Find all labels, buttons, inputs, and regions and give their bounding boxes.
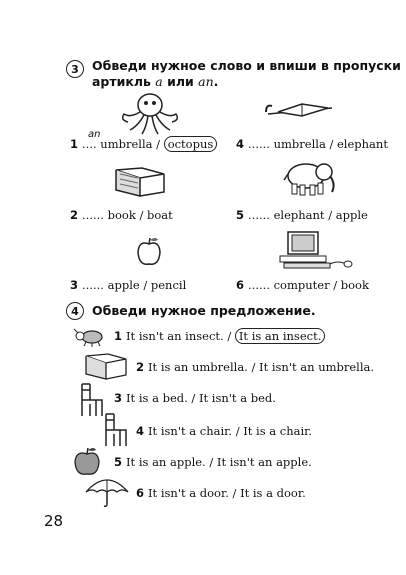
task3-item-5-blank[interactable]: ...... [248, 208, 270, 222]
task3-item-5-option2[interactable]: apple [335, 208, 368, 222]
task3-item-3-option1[interactable]: apple [107, 278, 140, 292]
task3-item-6-blank[interactable]: ...... [248, 278, 270, 292]
task4-item-1: 1 It isn't an insect. / It is an insect. [114, 329, 325, 343]
task4-item-2-option2[interactable]: It isn't an umbrella. [259, 360, 375, 374]
task3-item-3-option2[interactable]: pencil [150, 278, 187, 292]
task3-item-4-blank[interactable]: ...... [248, 137, 270, 151]
book-icon-small [82, 352, 130, 382]
task4-item-1-circled-option[interactable]: It is an insect. [235, 328, 325, 344]
task3-item-3: 3 ...... apple / pencil [70, 278, 187, 292]
page-number: 28 [44, 512, 64, 530]
elephant-icon [278, 158, 340, 198]
task3-item-4-option1[interactable]: umbrella [273, 137, 326, 151]
task-4-instruction: Обведи нужное предложение. [92, 303, 316, 318]
task3-item-2: 2 ...... book / boat [70, 208, 173, 222]
task4-item-4-option2[interactable]: It is a chair. [243, 424, 313, 438]
task4-item-6-option1[interactable]: It isn't a door. [148, 486, 229, 500]
apple-icon [134, 236, 164, 268]
task-3-instruction-line1: Обведи нужное слово и впиши в пропуски [92, 58, 401, 73]
task-3-instruction [92, 58, 401, 90]
task3-item-1-circled-option[interactable]: octopus [164, 136, 218, 152]
task4-item-6: 6 It isn't a door. / It is a door. [136, 486, 306, 500]
task3-item-6: 6 ...... computer / book [236, 278, 369, 292]
task3-item-1-blank[interactable]: .... [82, 137, 97, 151]
task4-item-1-option1[interactable]: It isn't an insect. [126, 329, 224, 343]
computer-icon [276, 230, 356, 270]
task4-item-4: 4 It isn't a chair. / It is a chair. [136, 424, 313, 438]
task4-item-5-option2[interactable]: It isn't an apple. [216, 455, 312, 469]
task3-item-1: 1 an .... umbrella / octopus [70, 137, 217, 151]
task3-item-6-option2[interactable]: book [340, 278, 369, 292]
task-3-instruction-line2: артикль a или an. [92, 74, 219, 89]
article-an: an [198, 74, 214, 89]
task4-item-2-option1[interactable]: It is an umbrella. [148, 360, 248, 374]
task3-item-3-blank[interactable]: ...... [82, 278, 104, 292]
book-icon [112, 166, 168, 200]
task-3-number: 3 [66, 60, 84, 78]
task3-item-5-option1[interactable]: elephant [273, 208, 325, 222]
task4-item-3: 3 It is a bed. / It isn't a bed. [114, 391, 276, 405]
task4-item-3-option1[interactable]: It is a bed. [126, 391, 188, 405]
task-4-number: 4 [66, 302, 84, 320]
task3-item-6-option1[interactable]: computer [273, 278, 330, 292]
task4-item-2: 2 It is an umbrella. / It isn't an umbrella. [136, 360, 375, 374]
task3-item-2-option2[interactable]: boat [146, 208, 173, 222]
insect-icon [72, 327, 110, 347]
apple-icon-small [72, 446, 102, 478]
task3-item-2-option1[interactable]: book [107, 208, 136, 222]
task4-item-4-option1[interactable]: It isn't a chair. [148, 424, 233, 438]
closed-umbrella-icon [262, 98, 338, 126]
article-a: a [155, 74, 163, 89]
task3-item-1-answer: an [88, 129, 101, 140]
task4-item-5-option1[interactable]: It is an apple. [126, 455, 206, 469]
chair-icon-2 [100, 412, 130, 448]
task3-item-4: 4 ...... umbrella / elephant [236, 137, 388, 151]
task3-item-5: 5 ...... elephant / apple [236, 208, 368, 222]
task4-item-3-option2[interactable]: It isn't a bed. [198, 391, 276, 405]
open-umbrella-icon [84, 476, 130, 508]
task4-item-5: 5 It is an apple. / It isn't an apple. [114, 455, 312, 469]
task3-item-4-option2[interactable]: elephant [337, 137, 388, 151]
octopus-icon [118, 92, 182, 136]
task4-item-6-option2[interactable]: It is a door. [240, 486, 306, 500]
task3-item-2-blank[interactable]: ...... [82, 208, 104, 222]
